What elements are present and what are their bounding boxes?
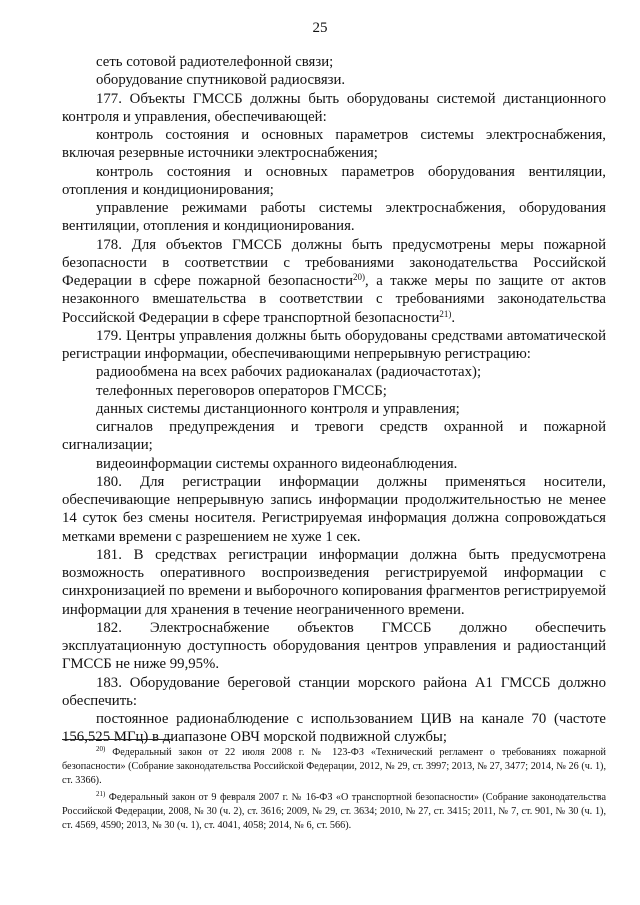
paragraph-180: 180. Для регистрации информации должны применяться носители, обеспечивающие непрерывную запись информации продолжительностью не менее 14 суток без смены носителя. Регистрируемая информация должна сопровождаться метками времени с разрешением не хуже 1 сек.: [62, 473, 606, 545]
paragraph-178-text: 178. Для объектов ГМССБ должны быть предусмотрены меры пожарной безопасности в соответствии с требованиями законодательства Российской Федерации в сфере пожарной безопасности: [62, 236, 606, 289]
document-body: [62, 53, 606, 747]
paragraph: управление режимами работы системы электроснабжения, оборудования вентиляции, отопления и кондиционирования.: [62, 200, 606, 235]
footnote-ref-20[interactable]: 20): [353, 272, 366, 282]
paragraph: постоянное радионаблюдение с использованием ЦИВ на канале 70 (частоте 156,525 МГц) в диапазоне ОВЧ морской подвижной службы;: [62, 711, 606, 746]
footnote-text: Федеральный закон от 9 февраля 2007 г. № 16-ФЗ «О транспортной безопасности» (Собрание законодательства Российской Федерации, 2008, № 30 (ч. 2), ст. 3616; 2009, № 29, ст. 3634; 2010, № 27, ст. 3415; 2011, № 7, ст. 901, № 30 (ч. 1), ст. 4569, 4590; 2013, № 30 (ч. 1), ст. 4041, 4058; 2014, № 6, ст. 566).: [62, 791, 606, 832]
paragraph: оборудование спутниковой радиосвязи.: [96, 72, 346, 89]
paragraph: радиообмена на всех рабочих радиоканалах (радиочастотах);: [96, 364, 482, 381]
footnote-mark: 21): [96, 789, 106, 798]
paragraph-177: 177. Объекты ГМССБ должны быть оборудованы системой дистанционного контроля и управления, обеспечивающей:: [62, 90, 606, 125]
paragraph-183: 183. Оборудование береговой станции морского района А1 ГМССБ должно обеспечить:: [62, 674, 606, 709]
paragraph: телефонных переговоров операторов ГМССБ;: [96, 382, 387, 399]
paragraph-178: [62, 236, 606, 327]
paragraph-179: 179. Центры управления должны быть оборудованы средствами автоматической регистрации информации, обеспечивающими непрерывную регистрацию:: [62, 327, 606, 362]
footnote-20: [62, 746, 606, 789]
page-number: 25: [312, 20, 328, 36]
paragraph-181: 181. В средствах регистрации информации должна быть предусмотрена возможность оперативного воспроизведения регистрируемой информации с синхронизацией по времени и выборочного копирования фрагментов регистрируемой информации для хранения в течение неограниченного времени.: [62, 546, 606, 618]
paragraph-178-text: , а также меры по защите от актов незаконного вмешательства в соответствии с требованиями законодательства Российской Федерации в сфере транспортной безопасности: [62, 273, 606, 326]
paragraph: контроль состояния и основных параметров системы электроснабжения, включая резервные источники электроснабжения;: [62, 127, 606, 162]
footnotes: [62, 746, 606, 835]
footnote-mark: 20): [96, 745, 106, 753]
paragraph: данных системы дистанционного контроля и управления;: [96, 400, 460, 417]
footnote-text: Федеральный закон от 22 июля 2008 г. № 123-ФЗ «Технический регламент о требованиях пожарной безопасности» (Собрание законодательства Российской Федерации, 2012, № 29, ст. 3997; 2013, № 27, 3477; 2014, № 26 (ч. 1), ст. 3366).: [62, 747, 606, 787]
footnote-divider: [62, 739, 172, 740]
footnote-ref-21[interactable]: 21): [439, 308, 452, 319]
paragraph-178-text: .: [451, 309, 456, 326]
paragraph: видеоинформации системы охранного видеонаблюдения.: [96, 455, 458, 472]
footnote-21: [62, 791, 606, 834]
paragraph: контроль состояния и основных параметров оборудования вентиляции, отопления и кондиционирования;: [62, 163, 606, 198]
paragraph: сигналов предупреждения и тревоги средств охранной и пожарной сигнализации;: [62, 419, 606, 454]
paragraph-182: 182. Электроснабжение объектов ГМССБ должно обеспечить эксплуатационную доступность оборудования центров управления и радиостанций ГМССБ не ниже 99,95%.: [62, 619, 606, 673]
paragraph: сеть сотовой радиотелефонной связи;: [96, 54, 334, 70]
